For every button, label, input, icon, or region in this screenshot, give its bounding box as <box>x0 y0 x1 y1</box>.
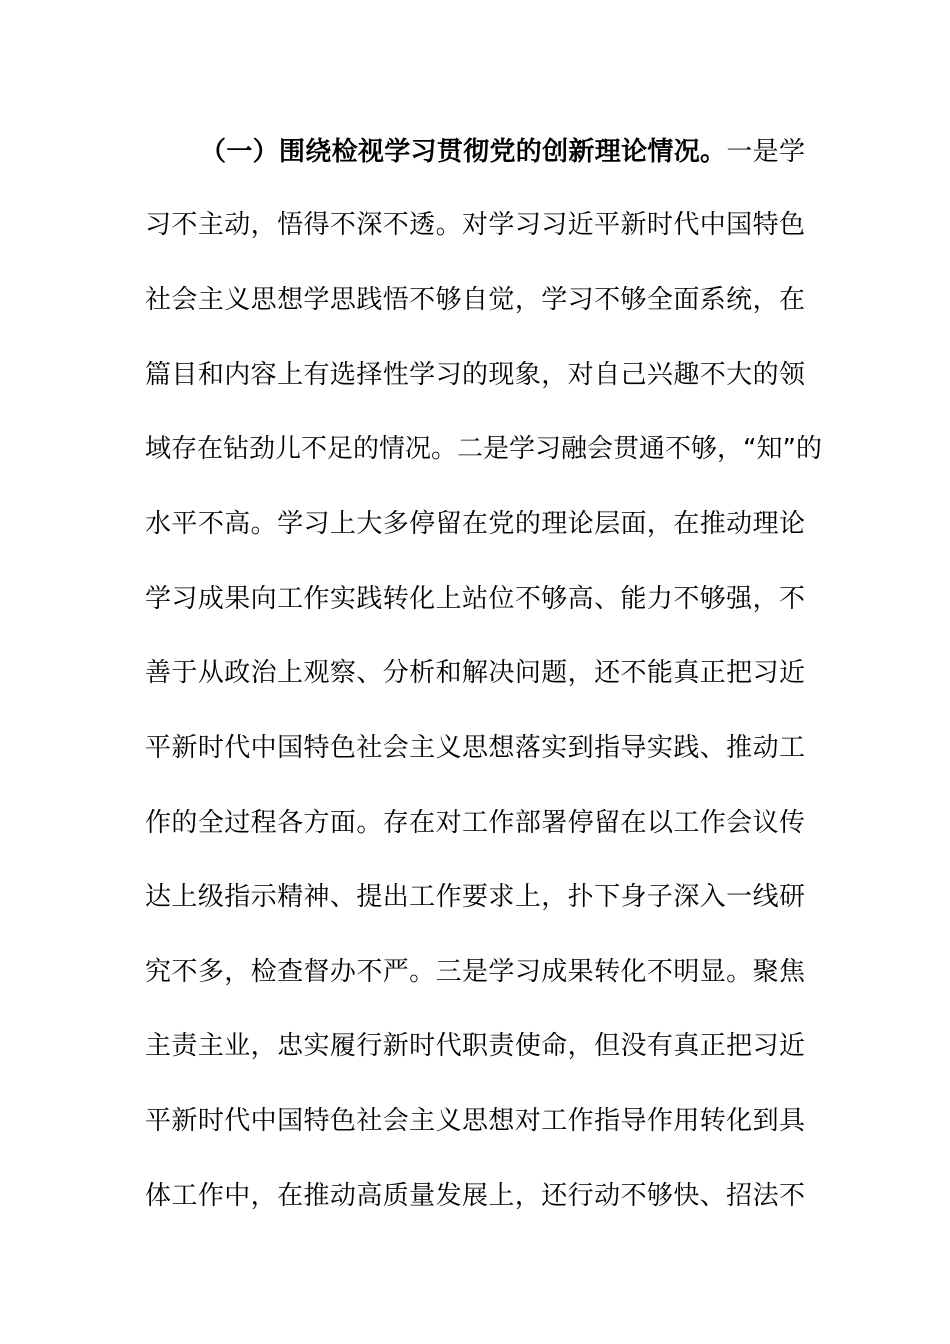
paragraph-line-7: 学习成果向工作实践转化上站位不够高、能力不够强，不 <box>145 584 805 614</box>
paragraph-line-4: 篇目和内容上有选择性学习的现象，对自己兴趣不大的领 <box>145 360 805 390</box>
paragraph-line-2: 习不主动，悟得不深不透。对学习习近平新时代中国特色 <box>145 210 805 240</box>
paragraph-line-10: 作的全过程各方面。存在对工作部署停留在以工作会议传 <box>145 808 805 838</box>
paragraph-line-9: 平新时代中国特色社会主义思想落实到指导实践、推动工 <box>145 733 805 763</box>
paragraph-line-14: 平新时代中国特色社会主义思想对工作指导作用转化到具 <box>145 1106 805 1136</box>
paragraph-line-3: 社会主义思想学思践悟不够自觉，学习不够全面系统，在 <box>145 285 805 315</box>
paragraph-line-5: 域存在钻劲儿不足的情况。二是学习融会贯通不够，“知”的 <box>145 434 822 464</box>
paragraph-line-12: 究不多，检查督办不严。三是学习成果转化不明显。聚焦 <box>145 957 805 987</box>
paragraph-line-8: 善于从政治上观察、分析和解决问题，还不能真正把习近 <box>145 658 805 688</box>
paragraph-line-6: 水平不高。学习上大多停留在党的理论层面，在推动理论 <box>145 509 805 539</box>
paragraph-line-1-text: 一是学 <box>726 137 805 167</box>
paragraph-line-13: 主责主业，忠实履行新时代职责使命，但没有真正把习近 <box>145 1031 805 1061</box>
paragraph-line-11: 达上级指示精神、提出工作要求上，扑下身子深入一线研 <box>145 882 805 912</box>
section-heading: （一）围绕检视学习贯彻党的创新理论情况。 <box>200 137 727 167</box>
paragraph-line-15: 体工作中，在推动高质量发展上，还行动不够快、招法不 <box>145 1181 805 1211</box>
paragraph-line-1 <box>200 132 805 172</box>
